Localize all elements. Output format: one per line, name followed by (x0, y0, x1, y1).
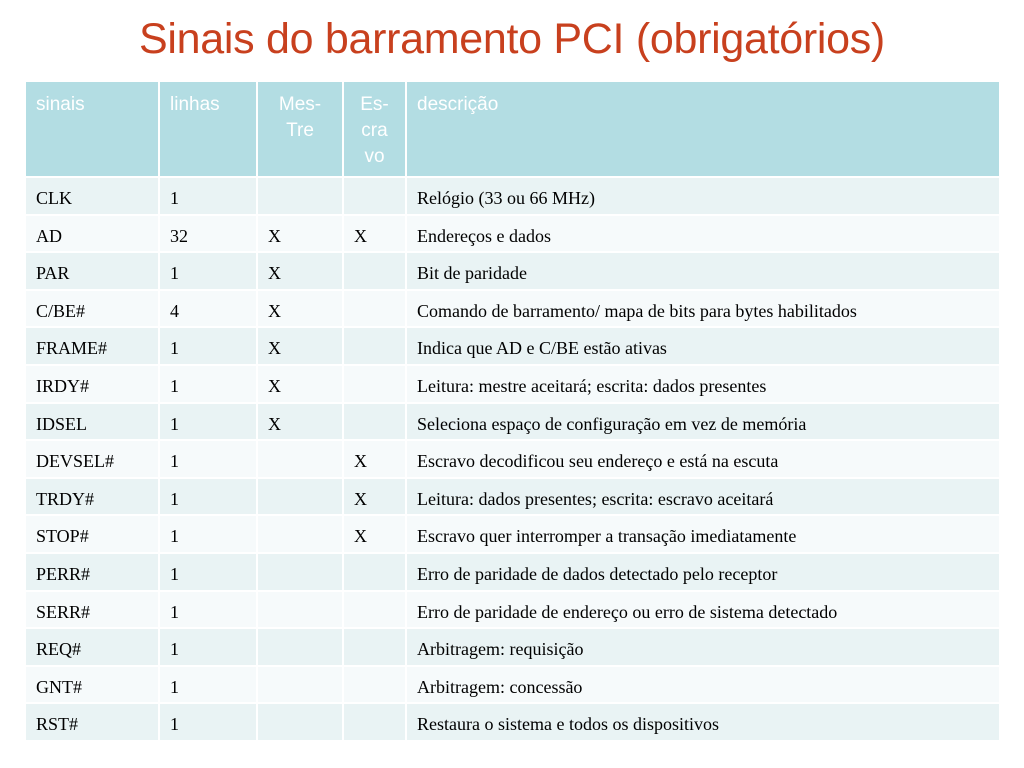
cell-descricao: Relógio (33 ou 66 MHz) (406, 177, 1000, 215)
cell-descricao: Leitura: dados presentes; escrita: escravo aceitará (406, 478, 1000, 516)
table-row (25, 666, 1000, 704)
cell-descricao: Indica que AD e C/BE estão ativas (406, 327, 1000, 365)
cell-sinal: TRDY# (25, 478, 159, 516)
cell-mestre (257, 440, 343, 478)
header-sinais: sinais (25, 81, 159, 177)
cell-sinal: PAR (25, 252, 159, 290)
table-row (25, 327, 1000, 365)
cell-descricao: Erro de paridade de endereço ou erro de sistema detectado (406, 591, 1000, 629)
cell-mestre: X (257, 290, 343, 328)
slide-title: Sinais do barramento PCI (obrigatórios) (139, 15, 885, 63)
cell-linhas: 1 (159, 403, 257, 441)
cell-descricao: Arbitragem: requisição (406, 628, 1000, 666)
cell-escravo (343, 403, 406, 441)
header-descricao: descrição (406, 81, 1000, 177)
cell-mestre: X (257, 327, 343, 365)
table-row (25, 515, 1000, 553)
cell-linhas: 1 (159, 365, 257, 403)
cell-mestre: X (257, 365, 343, 403)
cell-sinal: IDSEL (25, 403, 159, 441)
cell-linhas: 1 (159, 478, 257, 516)
cell-mestre (257, 703, 343, 741)
header-linhas: linhas (159, 81, 257, 177)
cell-linhas: 1 (159, 177, 257, 215)
cell-mestre (257, 628, 343, 666)
cell-linhas: 1 (159, 440, 257, 478)
table-row (25, 703, 1000, 741)
cell-escravo: X (343, 215, 406, 253)
header-escravo (343, 81, 406, 177)
cell-linhas: 1 (159, 515, 257, 553)
cell-sinal: DEVSEL# (25, 440, 159, 478)
cell-descricao: Escravo decodificou seu endereço e está na escuta (406, 440, 1000, 478)
cell-escravo (343, 703, 406, 741)
cell-descricao: Restaura o sistema e todos os dispositivos (406, 703, 1000, 741)
cell-linhas: 1 (159, 591, 257, 629)
cell-sinal: REQ# (25, 628, 159, 666)
cell-sinal: STOP# (25, 515, 159, 553)
cell-mestre (257, 177, 343, 215)
cell-escravo (343, 666, 406, 704)
cell-linhas: 4 (159, 290, 257, 328)
table-header-row (25, 81, 1000, 177)
table-row (25, 177, 1000, 215)
cell-escravo: X (343, 515, 406, 553)
cell-mestre (257, 553, 343, 591)
cell-escravo (343, 365, 406, 403)
cell-descricao: Leitura: mestre aceitará; escrita: dados presentes (406, 365, 1000, 403)
table-row (25, 403, 1000, 441)
cell-mestre (257, 515, 343, 553)
cell-linhas: 1 (159, 553, 257, 591)
cell-mestre (257, 478, 343, 516)
cell-escravo (343, 252, 406, 290)
cell-mestre: X (257, 252, 343, 290)
cell-mestre (257, 591, 343, 629)
cell-sinal: PERR# (25, 553, 159, 591)
cell-escravo (343, 290, 406, 328)
table-row (25, 290, 1000, 328)
table-row (25, 252, 1000, 290)
table-row (25, 440, 1000, 478)
header-escravo-label: Es- cra vo (360, 94, 389, 167)
cell-sinal: AD (25, 215, 159, 253)
cell-linhas: 1 (159, 628, 257, 666)
cell-escravo (343, 553, 406, 591)
table-row (25, 553, 1000, 591)
cell-linhas: 1 (159, 327, 257, 365)
cell-descricao: Erro de paridade de dados detectado pelo receptor (406, 553, 1000, 591)
cell-linhas: 1 (159, 703, 257, 741)
cell-sinal: SERR# (25, 591, 159, 629)
cell-descricao: Arbitragem: concessão (406, 666, 1000, 704)
cell-escravo (343, 177, 406, 215)
table-row (25, 215, 1000, 253)
cell-escravo (343, 327, 406, 365)
cell-sinal: C/BE# (25, 290, 159, 328)
cell-escravo (343, 591, 406, 629)
table-row (25, 591, 1000, 629)
cell-descricao: Comando de barramento/ mapa de bits para bytes habilitados (406, 290, 1000, 328)
cell-mestre: X (257, 403, 343, 441)
cell-sinal: GNT# (25, 666, 159, 704)
cell-sinal: RST# (25, 703, 159, 741)
header-mestre-label: Mes- Tre (278, 94, 322, 141)
cell-linhas: 32 (159, 215, 257, 253)
cell-sinal: FRAME# (25, 327, 159, 365)
cell-sinal: CLK (25, 177, 159, 215)
header-mestre (257, 81, 343, 177)
cell-linhas: 1 (159, 666, 257, 704)
cell-mestre: X (257, 215, 343, 253)
table-row (25, 478, 1000, 516)
cell-descricao: Seleciona espaço de configuração em vez de memória (406, 403, 1000, 441)
cell-escravo: X (343, 478, 406, 516)
pci-signals-table (24, 80, 1001, 742)
cell-escravo: X (343, 440, 406, 478)
cell-linhas: 1 (159, 252, 257, 290)
cell-sinal: IRDY# (25, 365, 159, 403)
cell-mestre (257, 666, 343, 704)
table-row (25, 628, 1000, 666)
cell-descricao: Bit de paridade (406, 252, 1000, 290)
table-row (25, 365, 1000, 403)
table-body (25, 177, 1000, 741)
cell-descricao: Escravo quer interromper a transação imediatamente (406, 515, 1000, 553)
cell-escravo (343, 628, 406, 666)
cell-descricao: Endereços e dados (406, 215, 1000, 253)
